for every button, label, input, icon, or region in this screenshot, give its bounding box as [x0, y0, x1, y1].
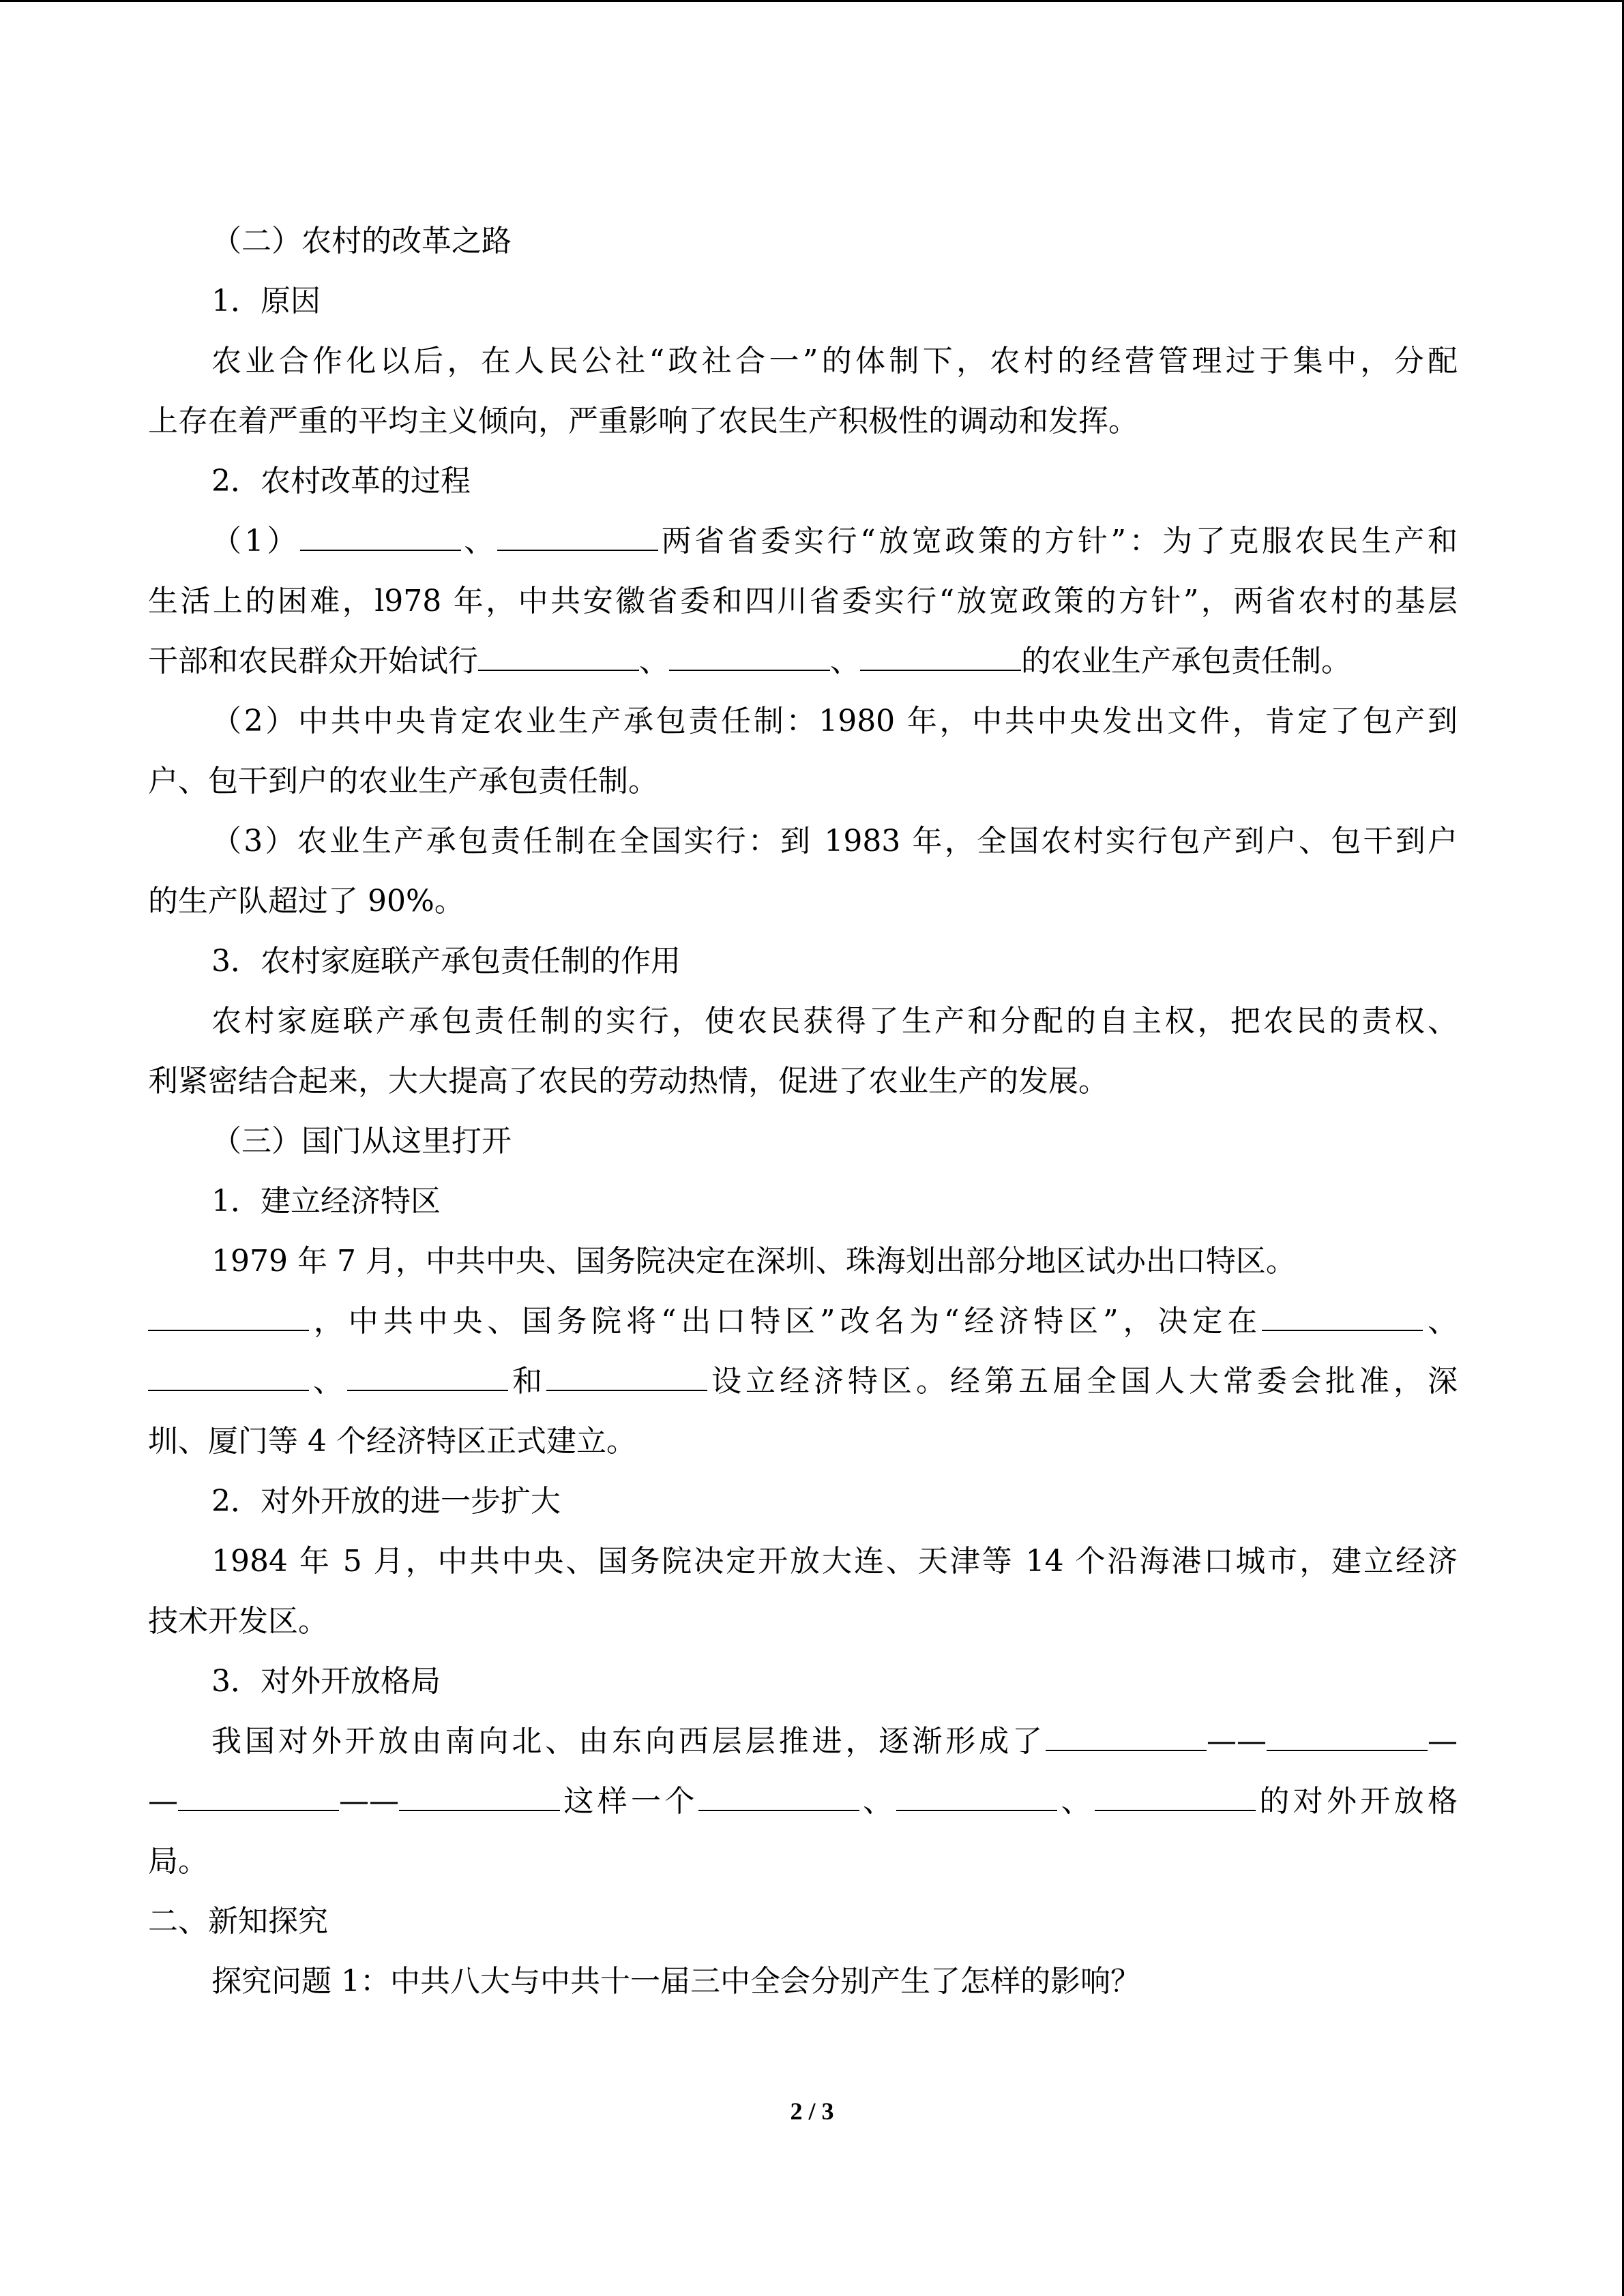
fill-in-blank[interactable]	[1046, 1718, 1207, 1751]
paragraph-line: 的生产队超过了 90%。	[148, 884, 464, 919]
fill-in-blank[interactable]	[300, 518, 461, 551]
paragraph-line: 1979 年 7 月，中共中央、国务院决定在深圳、珠海划出部分地区试办出口特区。	[211, 1244, 1296, 1279]
text: 、	[1423, 1304, 1458, 1339]
question-1: 探究问题 1：中共八大与中共十一届三中全会分别产生了怎样的影响？	[211, 1964, 1140, 1999]
paragraph-line: 圳、厦门等 4 个经济特区正式建立。	[148, 1424, 636, 1459]
subheading-zones: 1．建立经济特区	[211, 1184, 441, 1219]
paragraph-line: 利紧密结合起来，大大提高了农民的劳动热情，促进了农业生产的发展。	[148, 1064, 1108, 1099]
subheading-cause: 1．原因	[211, 284, 321, 318]
text: 、	[460, 524, 497, 558]
text: 、	[859, 1784, 897, 1819]
paragraph-line-with-blanks	[148, 1712, 1458, 1772]
fill-in-blank[interactable]	[669, 638, 830, 671]
fill-in-blank[interactable]	[698, 1778, 859, 1811]
subheading-process: 2．农村改革的过程	[211, 464, 471, 498]
paragraph-line: 上存在着严重的平均主义倾向，严重影响了农民生产积极性的调动和发挥。	[148, 404, 1138, 438]
page-number: 2 / 3	[790, 2098, 834, 2125]
fill-in-blank[interactable]	[178, 1778, 339, 1811]
paragraph-line: 农村家庭联产承包责任制的实行，使农民获得了生产和分配的自主权，把农民的责权、	[211, 1004, 1458, 1039]
text: 、	[830, 644, 860, 679]
paragraph-line: （2）中共中央肯定农业生产承包责任制：1980 年，中共中央发出文件，肯定了包产到	[211, 704, 1458, 739]
text: 干部和农民群众开始试行	[148, 644, 478, 679]
paragraph-line: 户、包干到户的农业生产承包责任制。	[148, 764, 658, 799]
document-body	[148, 211, 1458, 2012]
part-heading-new-knowledge: 二、新知探究	[148, 1904, 328, 1939]
subheading-expand: 2．对外开放的进一步扩大	[211, 1484, 561, 1519]
paragraph-line: 技术开发区。	[148, 1604, 328, 1639]
text: 、	[309, 1364, 347, 1399]
text: 这样一个	[560, 1784, 698, 1819]
fill-in-blank[interactable]	[347, 1358, 508, 1391]
paragraph-line-with-blanks	[148, 1772, 1458, 1832]
paragraph-line-with-blanks	[148, 631, 1458, 691]
fill-in-blank[interactable]	[148, 1298, 309, 1331]
text: 和	[508, 1364, 546, 1399]
text: ，中共中央、国务院将“出口特区”改名为“经济特区”，决定在	[309, 1304, 1263, 1339]
section-heading-opening-up: （三）国门从这里打开	[211, 1124, 512, 1159]
page-border-top	[0, 0, 1624, 2]
fill-in-blank[interactable]	[1095, 1778, 1256, 1811]
fill-in-blank[interactable]	[497, 518, 658, 551]
paragraph-line: （3）农业生产承包责任制在全国实行：到 1983 年，全国农村实行包产到户、包干到户	[211, 824, 1458, 859]
fill-in-blank[interactable]	[1262, 1298, 1423, 1331]
text: 两省省委实行“放宽政策的方针”：为了克服农民生产和	[658, 524, 1458, 558]
text: （1）	[211, 524, 300, 558]
fill-in-blank[interactable]	[546, 1358, 707, 1391]
text: —	[148, 1784, 178, 1819]
fill-in-blank[interactable]	[1267, 1718, 1428, 1751]
text: 、	[1057, 1784, 1095, 1819]
paragraph-line: 局。	[148, 1844, 208, 1879]
text: 的对外开放格	[1256, 1784, 1458, 1819]
text: 、	[639, 644, 669, 679]
text: —	[1428, 1724, 1458, 1759]
paragraph-line-with-blanks	[148, 1292, 1458, 1352]
fill-in-blank[interactable]	[478, 638, 639, 671]
fill-in-blank[interactable]	[148, 1358, 309, 1391]
text: ——	[339, 1784, 399, 1819]
text: 设立经济特区。经第五届全国人大常委会批准，深	[707, 1364, 1458, 1399]
paragraph-line-with-blanks	[148, 511, 1458, 571]
subheading-pattern: 3．对外开放格局	[211, 1664, 441, 1699]
section-heading-rural-reform: （二）农村的改革之路	[211, 224, 512, 258]
fill-in-blank[interactable]	[896, 1778, 1057, 1811]
text: 的农业生产承包责任制。	[1021, 644, 1351, 679]
fill-in-blank[interactable]	[399, 1778, 560, 1811]
paragraph-line: 1984 年 5 月，中共中央、国务院决定开放大连、天津等 14 个沿海港口城市，建立经济	[211, 1544, 1458, 1579]
fill-in-blank[interactable]	[860, 638, 1021, 671]
text: ——	[1207, 1724, 1267, 1759]
paragraph-line-with-blanks	[148, 1352, 1458, 1412]
paragraph-line: 生活上的困难，l978 年，中共安徽省委和四川省委实行“放宽政策的方针”，两省农村的基层	[148, 584, 1458, 618]
paragraph-line: 农业合作化以后，在人民公社“政社合一”的体制下，农村的经营管理过于集中，分配	[211, 344, 1458, 378]
subheading-effect: 3．农村家庭联产承包责任制的作用	[211, 944, 681, 979]
text: 我国对外开放由南向北、由东向西层层推进，逐渐形成了	[211, 1724, 1046, 1759]
